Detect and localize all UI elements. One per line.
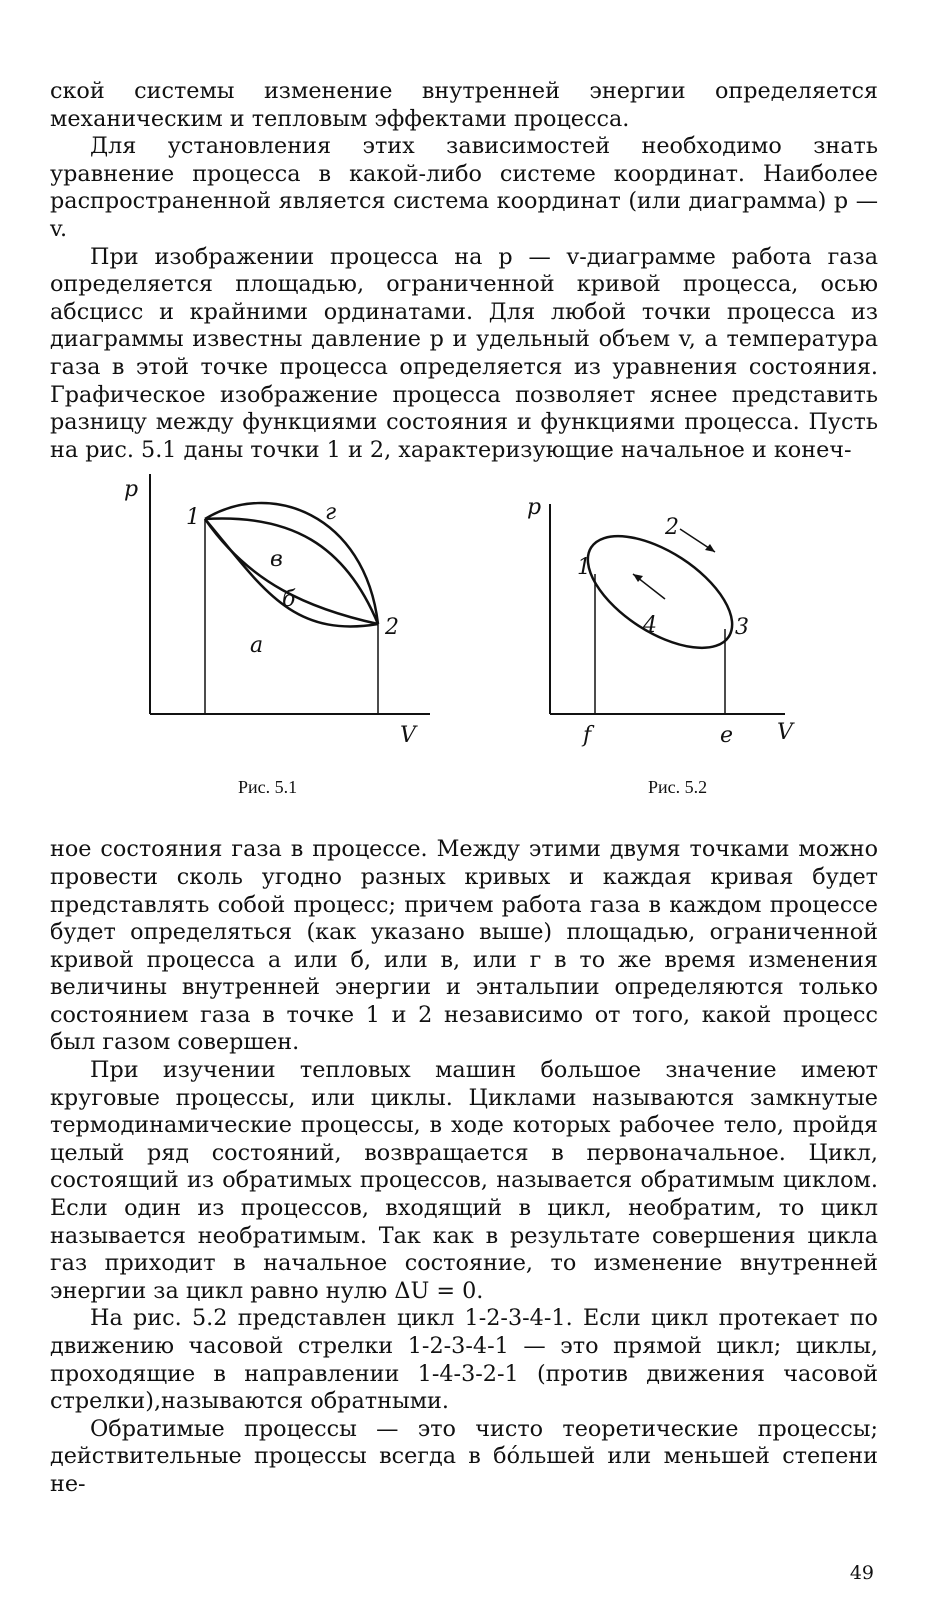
curve-v-label: в [270, 547, 283, 573]
foot-f-label: f [583, 723, 592, 749]
curve-b-label: б [282, 587, 296, 613]
figure-5-2-diagram [515, 474, 815, 764]
figure-5-1-diagram [110, 474, 440, 764]
arrow-forward-head [705, 544, 715, 552]
page-body [50, 78, 878, 1499]
point-1-label: 1 [577, 555, 591, 581]
paragraph-3: При изображении процесса на p — v-диаграмме работа газа определяется площадью, ограниченной кривой процесса, осью абсцисс и крайними ординатами. Для любой точки процесса из диаграммы известны давление p и удельный объем v, а температура газа в этой точке процесса определяется из уравнения состояния. Графическое изображение процесса позволяет яснее представить разницу между функциями состояния и функциями процесса. Пусть на рис. 5.1 даны точки 1 и 2, характеризующие начальное и конеч- [50, 243, 878, 463]
paragraph-2: Для установления этих зависимостей необходимо знать уравнение процесса в какой-либо системе координат. Наиболее распространенной является система координат (или диаграмма) p — v. [50, 133, 878, 242]
curve-g-label: г [325, 500, 337, 526]
paragraph-4: ное состояния газа в процессе. Между этими двумя точками можно провести сколь угодно разных кривых и каждая кривая будет представлять собой процесс; причем работа газа в каждом процессе будет определяться (как указано выше) площадью, ограниченной кривой процесса а или б, или в, или г в то же время изменения величины внутренней энергии и энтальпии определяются только состоянием газа в точке 1 и 2 независимо от того, какой процесс был газом совершен. [50, 836, 878, 1056]
cycle-curve [569, 514, 750, 670]
figures-row [50, 474, 878, 824]
point-4-label: 4 [643, 613, 657, 639]
point-1-label: 1 [186, 505, 200, 531]
figure-5-1-caption: Рис. 5.1 [238, 777, 298, 798]
paragraph-1: ской системы изменение внутренней энергии определяется механическим и тепловым эффектами процесса. [50, 78, 878, 132]
point-2-label: 2 [665, 515, 679, 541]
figure-5-1 [110, 474, 440, 798]
axis-p-label: p [527, 495, 542, 521]
figure-5-2-caption: Рис. 5.2 [648, 777, 708, 798]
foot-e-label: e [720, 723, 734, 749]
figure-5-2 [515, 474, 815, 798]
paragraph-7: Обратимые процессы — это чисто теоретические процессы; действительные процессы всегда в бóльшей или меньшей степени не- [50, 1415, 878, 1497]
curve-a-label: а [250, 633, 264, 659]
axis-v-label: V [400, 723, 416, 749]
paragraph-6: На рис. 5.2 представлен цикл 1-2-3-4-1. Если цикл протекает по движению часовой стрелки 1-2-3-4-1 — это прямой цикл; циклы, проходящие в направлении 1-4-3-2-1 (против движения часовой стрелки),называются обратными. [50, 1305, 878, 1415]
axis-p-label: p [124, 477, 139, 503]
page-number: 49 [849, 1562, 874, 1584]
paragraph-5: При изучении тепловых машин большое значение имеют круговые процессы, или циклы. Циклами называются замкнутые термодинамические процессы, в ходе которых рабочее тело, пройдя целый ряд состояний, возвращается в первоначальное. Цикл, состоящий из обратимых процессов, называется обратимым циклом. Если один из процессов, входящий в цикл, необратим, то цикл называется необратимым. Так как в результате совершения цикла газ приходит в начальное состояние, то изменение внутренней энергии за цикл равно нулю ΔU = 0. [50, 1057, 878, 1304]
axis-v-label: V [777, 720, 793, 746]
point-2-label: 2 [385, 615, 399, 641]
point-3-label: 3 [735, 615, 749, 641]
